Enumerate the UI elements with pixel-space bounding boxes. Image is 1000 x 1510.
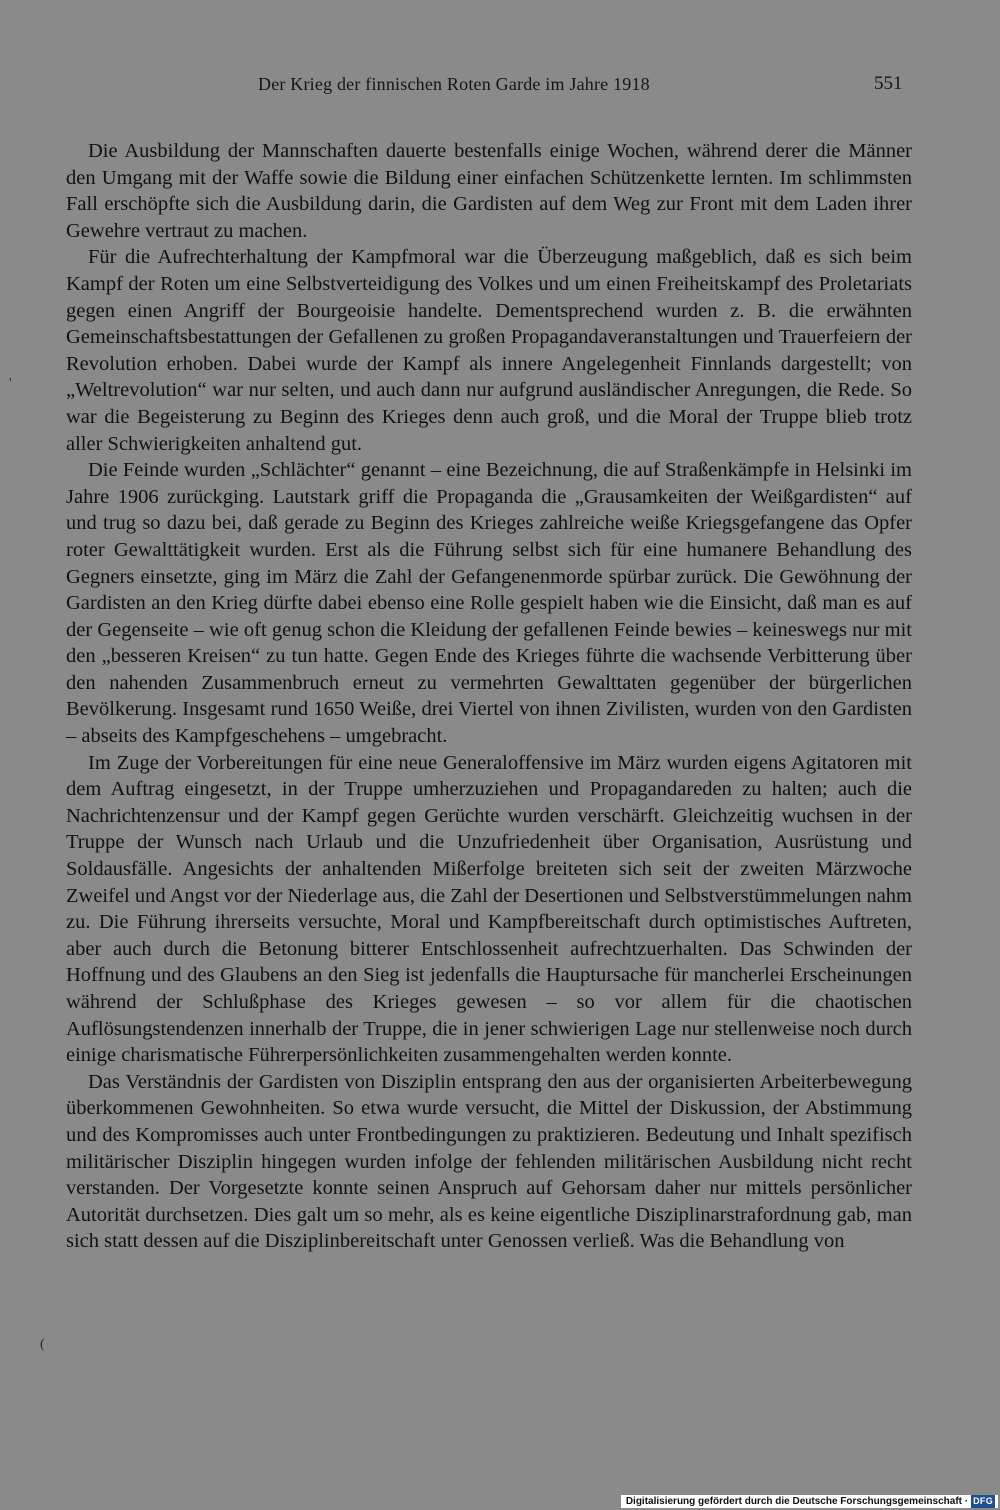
margin-mark: ( — [40, 1337, 45, 1352]
paragraph: Im Zuge der Vorbereitungen für eine neue Generaloffensive im März wurden eigens Agitatoren mit dem Auftrag eingesetzt, in der Truppe umherzuziehen und Propagandareden zu halten; auch die Nachrichtenzensur und der Kampf gegen Gerüchte wurden verschärft. Gleichzeitig wuchsen in der Truppe der Wunsch nach Urlaub und die Unzufriedenheit über Organisation, Ausrüstung und Soldausfälle. Angesichts der anhaltenden Mißerfolge breiteten sich seit der zweiten Märzwoche Zweifel und Angst vor der Niederlage aus, die Zahl der Desertionen und Selbstverstümmelungen nahm zu. Die Führung ihrerseits versuchte, Moral und Kampfbereitschaft durch optimistisches Auftreten, aber auch durch die Betonung bitterer Entschlossenheit aufrechtzuerhalten. Das Schwinden der Hoffnung und des Glaubens an den Sieg ist jedenfalls die Hauptursache für mancherlei Erscheinungen während der Schlußphase des Krieges gewesen – so vor allem für die chaotischen Auflösungstendenzen innerhalb der Truppe, die in jener schwierigen Lage nur stellenweise noch durch einige charismatische Führerpersönlichkeiten zusammengehalten werden konnte. — [66, 751, 912, 1067]
body-text — [66, 138, 912, 1255]
paragraph: Für die Aufrechterhaltung der Kampfmoral war die Überzeugung maßgeblich, daß es sich beim Kampf der Roten um eine Selbstverteidigung des Volkes und um einen Freiheitskampf des Proletariats gegen einen Angriff der Bourgeoisie handelte. Dementsprechend wurden z. B. die erwähnten Gemeinschaftsbestattungen der Gefallenen zu großen Propagandaveranstaltungen und Trauerfeiern der Revolution erhoben. Dabei wurde der Kampf als innere Angelegenheit Finnlands dargestellt; von „Weltrevolution“ war nur selten, und auch dann nur aufgrund ausländischer Anregungen, die Rede. So war die Begeisterung zu Beginn des Krieges denn auch groß, und die Moral der Truppe blieb trotz aller Schwierigkeiten anhaltend gut. — [66, 246, 912, 455]
paragraph: Die Ausbildung der Mannschaften dauerte bestenfalls einige Wochen, während derer die Männer den Umgang mit der Waffe sowie die Bildung einer einfachen Schützenkette lernten. Im schlimmsten Fall erschöpfte sich die Ausbildung darin, die Gardisten auf dem Weg zur Front mit dem Laden ihrer Gewehre vertraut zu machen. — [66, 140, 912, 242]
running-title: Der Krieg der finnischen Roten Garde im Jahre 1918 — [258, 74, 650, 94]
paragraph: Die Feinde wurden „Schlächter“ genannt – eine Bezeichnung, die auf Straßenkämpfe in Helsinki im Jahre 1906 zurückging. Lautstark griff die Propaganda die „Grausamkeiten der Weißgardisten“ auf und trug so dazu bei, daß gerade zu Beginn des Krieges zahlreiche weiße Kriegsgefangene das Opfer roter Gewalttätigkeit wurden. Erst als die Führung selbst sich für eine humanere Behandlung des Gegners einsetzte, ging im März die Zahl der Gefangenenmorde spürbar zurück. Die Gewöhnung der Gardisten an den Krieg dürfte dabei ebenso eine Rolle gespielt haben wie die Einsicht, daß man es auf der Gegenseite – wie oft genug schon die Kleidung der gefallenen Feinde bewies – keineswegs nur mit den „besseren Kreisen“ zu tun hatte. Gegen Ende des Krieges führte die wachsende Verbitterung über den nahenden Zusammenbruch erneut zu vermehrten Gewalttaten gegenüber der bürgerlichen Bevölkerung. Insgesamt rund 1650 Weiße, drei Viertel von ihnen Zivilisten, wurden von den Gardisten – abseits des Kampfgeschehens – umgebracht. — [66, 459, 912, 748]
paragraph: Das Verständnis der Gardisten von Disziplin entsprang den aus der organisierten Arbeiterbewegung überkommenen Gewohnheiten. So etwa wurde versucht, die Mittel der Diskussion, der Abstimmung und des Kompromisses auch unter Frontbedingungen zu praktizieren. Bedeutung und Inhalt spezifisch militärischer Disziplin hingegen wurden infolge der fehlenden militärischen Ausbildung nicht recht verstanden. Der Vorgesetzte konnte seinen Anspruch auf Gehorsam daher nur mittels persönlicher Autorität durchsetzen. Dies galt um so mehr, als es keine eigentliche Disziplinarstrafordnung gab, man sich statt dessen auf die Disziplinbereitschaft unter Genossen verließ. Was die Behandlung von — [66, 1070, 912, 1253]
digitization-credit — [621, 1495, 998, 1508]
margin-mark: ' — [9, 376, 12, 391]
page-number: 551 — [874, 73, 903, 94]
dfg-logo: DFG — [973, 1496, 993, 1506]
credit-text: Digitalisierung gefördert durch die Deutsche Forschungsgemeinschaft · — [625, 1496, 969, 1507]
